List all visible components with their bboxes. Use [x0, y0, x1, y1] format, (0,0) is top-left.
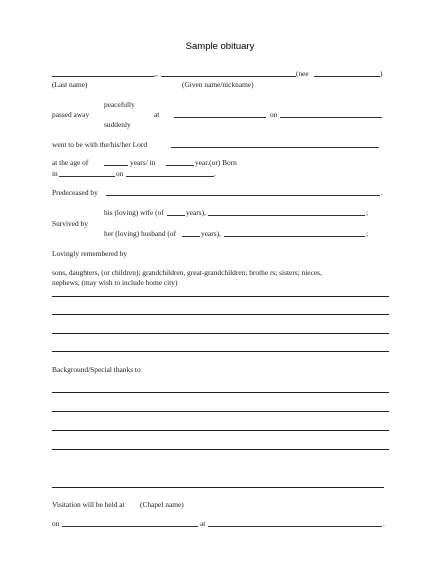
period: . [381, 188, 383, 197]
name-separator: , [156, 69, 158, 78]
predeceased-field[interactable] [106, 188, 380, 196]
visitation-place-field[interactable] [208, 519, 382, 527]
last-name-field[interactable] [52, 69, 154, 77]
visitation-label: Visitation will be held at [52, 500, 125, 509]
age-field[interactable] [104, 158, 128, 166]
lord-label: went to be with the/his/her Lord [52, 140, 148, 149]
period: . [214, 169, 216, 178]
year-count-field[interactable] [166, 158, 194, 166]
husband-name-field[interactable] [224, 229, 365, 237]
relatives-line[interactable] [52, 314, 389, 315]
birthdate-field[interactable] [126, 169, 214, 177]
separator: ; [366, 229, 369, 238]
lord-field[interactable] [171, 140, 379, 148]
passed-away-label: passed away [52, 110, 90, 119]
chapel-name-label: (Chapel name) [140, 500, 184, 509]
option-peacefully: peacefully [104, 100, 135, 109]
relatives-line-1: sons, daughters, (or children); grandchildren, great-grandchildren; brothe rs; sisters; nieces, [52, 268, 322, 277]
relatives-line-2: nephews, (may wish to include home city) [52, 278, 178, 287]
birthplace-field[interactable] [59, 169, 115, 177]
wife-label: his (loving) wife (of [104, 208, 164, 217]
husband-years-label: years), [201, 229, 221, 238]
wife-years-field[interactable] [167, 208, 185, 216]
last-name-label: (Last name) [52, 80, 88, 89]
background-line[interactable] [52, 487, 384, 488]
lovingly-label: Lovingly remembered by [52, 249, 128, 258]
visitation-on-label: on [52, 519, 60, 528]
period: . [383, 519, 385, 528]
background-line[interactable] [52, 392, 389, 393]
survived-by-label: Survived by [52, 219, 88, 228]
background-line[interactable] [52, 449, 389, 450]
nee-close: ) [380, 69, 383, 78]
separator: ; [366, 208, 369, 217]
in-label: in [52, 169, 58, 178]
background-line[interactable] [52, 411, 389, 412]
visitation-at-label: at [200, 519, 206, 528]
wife-years-label: years), [186, 208, 206, 217]
relatives-line[interactable] [52, 351, 389, 352]
visitation-date-field[interactable] [62, 519, 198, 527]
date-of-death-field[interactable] [280, 110, 382, 118]
husband-label: her (loving) husband (of [104, 229, 177, 238]
age-label: at the age of [52, 158, 89, 167]
given-name-field[interactable] [161, 69, 296, 77]
on-label: on [270, 110, 278, 119]
page-title: Sample obituary [185, 41, 255, 52]
wife-name-field[interactable] [208, 208, 365, 216]
at-label: at [154, 110, 160, 119]
given-name-label: (Given name/nickname) [182, 80, 254, 89]
background-line[interactable] [52, 430, 389, 431]
predeceased-label: Predeceased by [52, 188, 98, 197]
on-label: on [116, 169, 124, 178]
name-separator: , [154, 69, 156, 78]
husband-years-field[interactable] [182, 229, 200, 237]
background-label: Background/Special thanks to [52, 365, 141, 374]
place-of-death-field[interactable] [174, 110, 266, 118]
maiden-name-field[interactable] [314, 69, 383, 78]
year-or-born-label: year.(or) Born [195, 158, 237, 167]
relatives-line[interactable] [52, 296, 389, 297]
years-in-label: years/ in [130, 158, 156, 167]
relatives-line[interactable] [52, 333, 389, 334]
nee-label: (nee [296, 69, 309, 78]
option-suddenly: suddenly [104, 120, 131, 129]
